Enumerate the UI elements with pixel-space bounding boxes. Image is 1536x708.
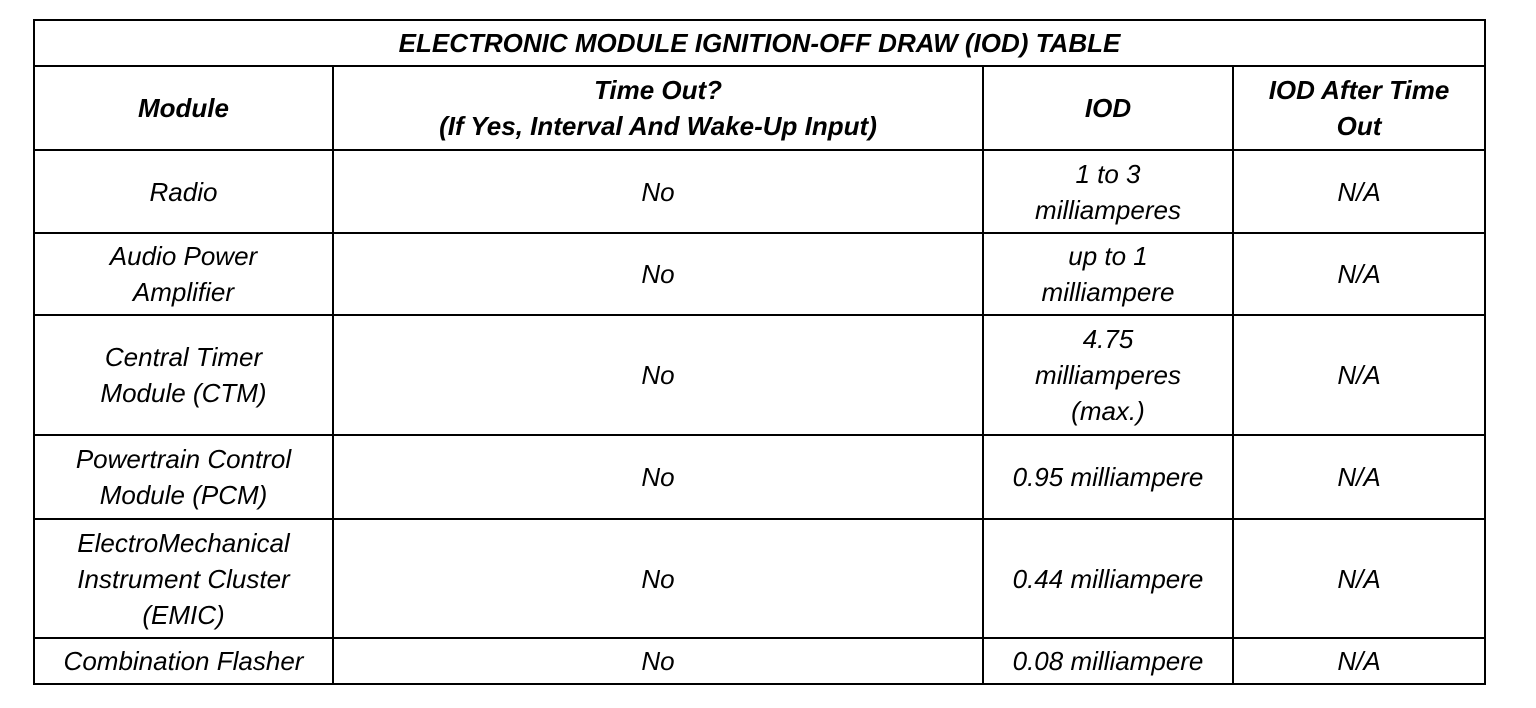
time-out-cell: No bbox=[333, 519, 983, 638]
header-module: Module bbox=[34, 66, 333, 150]
module-cell: Audio Power Amplifier bbox=[34, 233, 333, 315]
header-row bbox=[34, 66, 1485, 150]
iod-after-cell: N/A bbox=[1233, 435, 1485, 519]
time-out-cell: No bbox=[333, 315, 983, 435]
iod-cell: up to 1 milliampere bbox=[983, 233, 1233, 315]
iod-cell: 0.95 milliampere bbox=[983, 435, 1233, 519]
iod-after-cell: N/A bbox=[1233, 638, 1485, 684]
module-cell: Central Timer Module (CTM) bbox=[34, 315, 333, 435]
table-row bbox=[34, 315, 1485, 435]
iod-after-cell: N/A bbox=[1233, 233, 1485, 315]
iod-after-cell: N/A bbox=[1233, 519, 1485, 638]
module-cell: Powertrain Control Module (PCM) bbox=[34, 435, 333, 519]
title-row bbox=[34, 20, 1485, 66]
iod-cell: 4.75 milliamperes (max.) bbox=[983, 315, 1233, 435]
table-row bbox=[34, 638, 1485, 684]
iod-table bbox=[33, 19, 1486, 685]
header-iod-after-line1: IOD After Time bbox=[1268, 75, 1450, 105]
module-cell: Combination Flasher bbox=[34, 638, 333, 684]
iod-cell: 0.08 milliampere bbox=[983, 638, 1233, 684]
time-out-cell: No bbox=[333, 150, 983, 233]
header-time-out-line2: (If Yes, Interval And Wake-Up Input) bbox=[439, 111, 877, 141]
header-time-out-line1: Time Out? bbox=[593, 75, 723, 105]
iod-cell: 0.44 milliampere bbox=[983, 519, 1233, 638]
table-row bbox=[34, 519, 1485, 638]
module-cell: Radio bbox=[34, 150, 333, 233]
table-row bbox=[34, 435, 1485, 519]
table-row bbox=[34, 150, 1485, 233]
time-out-cell: No bbox=[333, 233, 983, 315]
time-out-cell: No bbox=[333, 435, 983, 519]
header-time-out bbox=[333, 66, 983, 150]
header-iod: IOD bbox=[983, 66, 1233, 150]
header-iod-after-time-out bbox=[1233, 66, 1485, 150]
iod-cell: 1 to 3 milliamperes bbox=[983, 150, 1233, 233]
module-cell: ElectroMechanical Instrument Cluster (EMIC) bbox=[34, 519, 333, 638]
iod-after-cell: N/A bbox=[1233, 150, 1485, 233]
time-out-cell: No bbox=[333, 638, 983, 684]
header-iod-after-line2: Out bbox=[1336, 111, 1382, 141]
iod-after-cell: N/A bbox=[1233, 315, 1485, 435]
table-row bbox=[34, 233, 1485, 315]
table-title: ELECTRONIC MODULE IGNITION-OFF DRAW (IOD) TABLE bbox=[34, 20, 1485, 66]
